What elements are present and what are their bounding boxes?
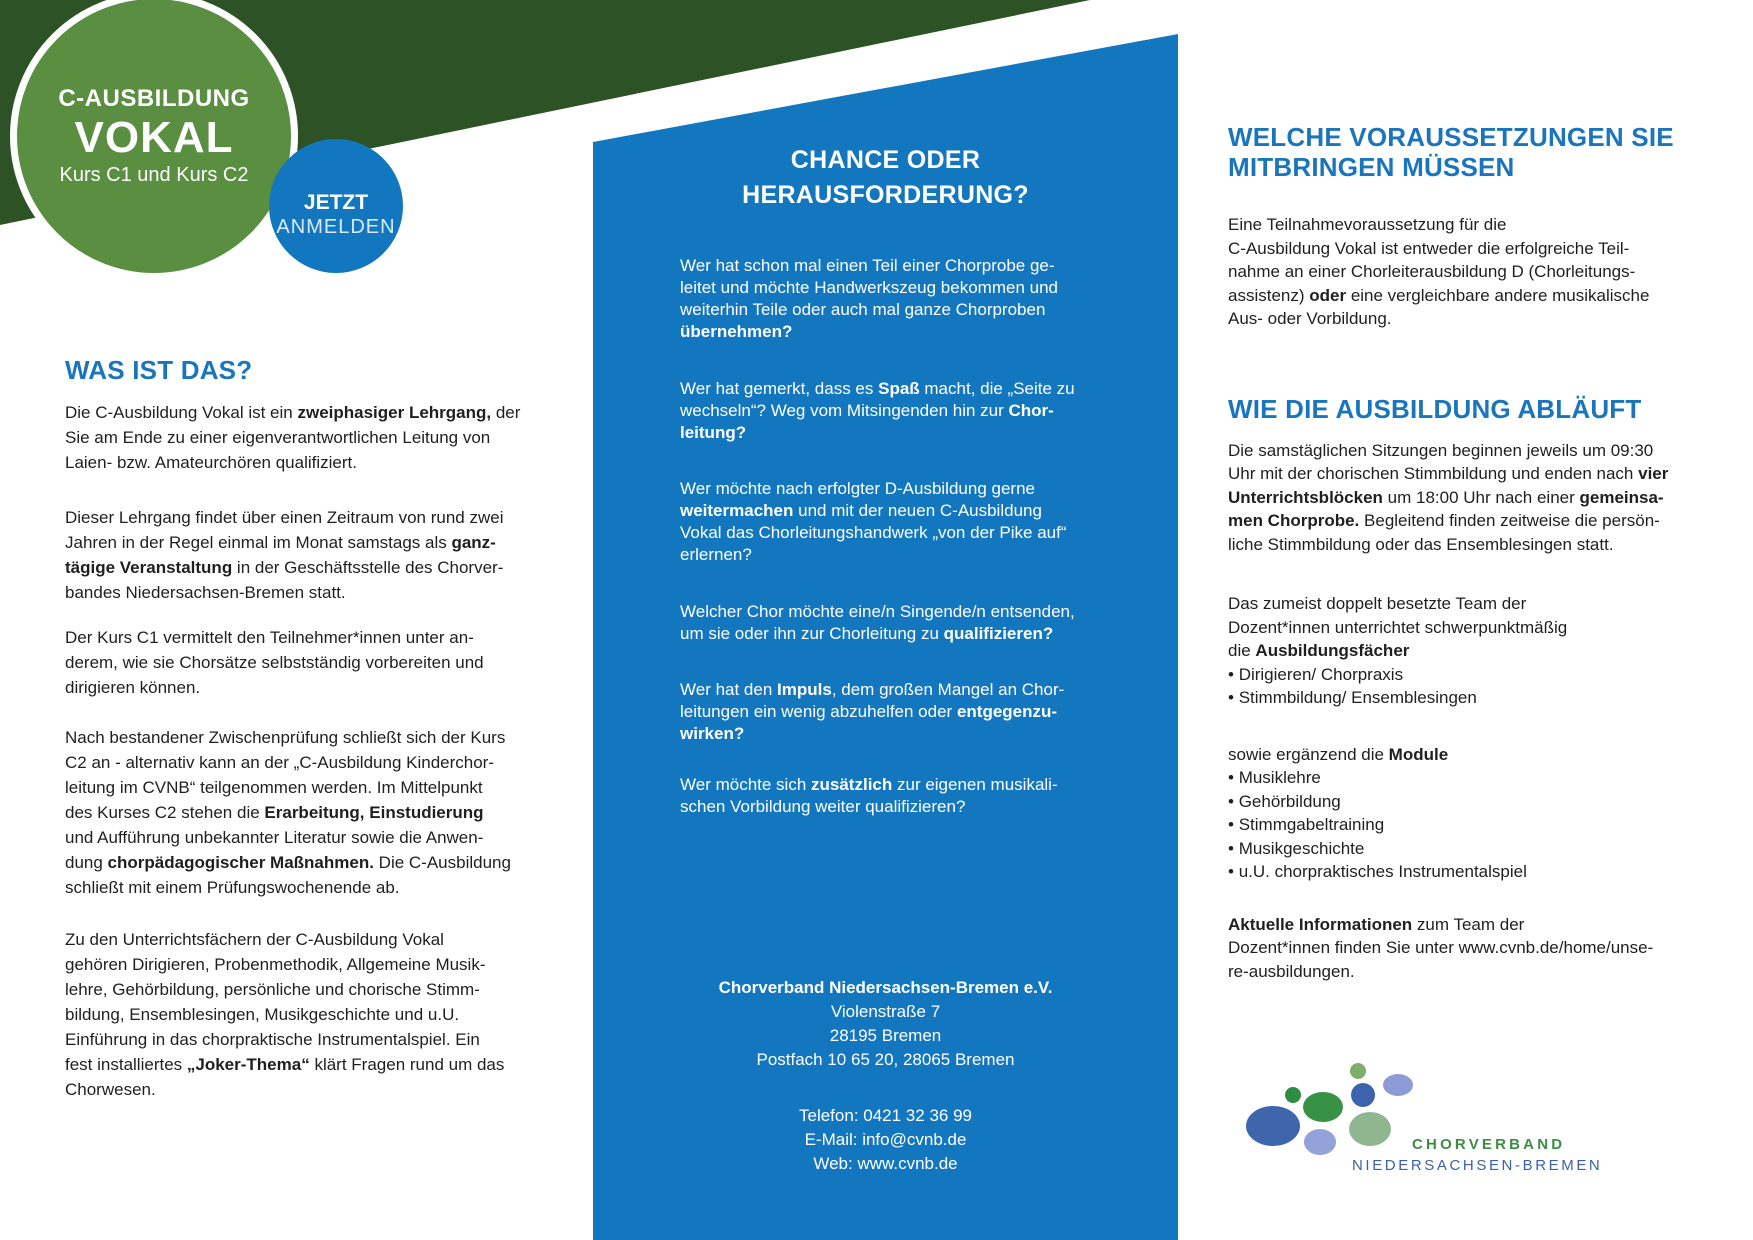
- column-chance-oder-herausforderung: [593, 143, 1178, 1176]
- logo-dot-icon: [1349, 1112, 1391, 1146]
- left-paragraph-4: Nach bestandener Zwischenprüfung schließt sich der Kurs C2 an - alternativ kann an der „C-Ausbildung Kinderchor- leitung im CVNB“ teilgenommen werden. Im Mittelpunkt des Kurses C2 stehen die Erarbeitung, Einstudierung und Aufführung unbekannter Literatur sowie die Anwen- dung chorpädagogischer Maßnahmen. Die C-Ausbildung schließt mit einem Prüfungswochenende ab.: [65, 728, 511, 897]
- logo-dot-icon: [1246, 1106, 1300, 1146]
- column-voraussetzungen: [1228, 122, 1674, 983]
- left-paragraph-2: Dieser Lehrgang findet über einen Zeitraum von rund zwei Jahren in der Regel einmal im Monat samstags als ganz- tägige Veranstaltung in der Geschäftsstelle des Chorver- bandes Niedersachsen-Bremen statt.: [65, 508, 504, 602]
- badge-title: VOKAL: [74, 113, 234, 162]
- address-street: Violenstraße 7: [830, 1002, 941, 1021]
- column-was-ist-das: [65, 355, 520, 1102]
- left-heading: WAS IST DAS?: [65, 355, 253, 385]
- right-heading-2: WIE DIE AUSBILDUNG ABLÄUFT: [1228, 393, 1642, 424]
- right-heading-1-line2: MITBRINGEN MÜSSEN: [1228, 152, 1515, 182]
- logo-text-line2: NIEDERSACHSEN-BREMEN: [1352, 1157, 1603, 1174]
- logo-dot-icon: [1351, 1083, 1375, 1107]
- list-item: • Musikgeschichte: [1228, 837, 1674, 861]
- middle-paragraph-2: Wer hat gemerkt, dass es Spaß macht, die „Seite zu wechseln“? Weg vom Mitsingenden hin zur Chor- leitung?: [680, 379, 1075, 442]
- logo-dot-icon: [1303, 1092, 1343, 1122]
- address-org: Chorverband Niedersachsen-Bremen e.V.: [718, 978, 1053, 997]
- middle-heading: [593, 143, 1178, 213]
- contact-email: E-Mail: info@cvnb.de: [804, 1130, 967, 1149]
- middle-paragraph-4: Welcher Chor möchte eine/n Singende/n entsenden, um sie oder ihn zur Chorleitung zu qualifizieren?: [680, 602, 1075, 643]
- right-paragraph-2: Die samstäglichen Sitzungen beginnen jeweils um 09:30 Uhr mit der chorischen Stimmbildung und enden nach vier Unterrichtsblöcken um 18:00 Uhr nach einer gemeinsa- men Chorprobe. Begleitend finden zeitweise die persön- liche Stimmbildung oder das Ensemblesingen statt.: [1228, 440, 1669, 554]
- list-item: • u.U. chorpraktisches Instrumentalspiel: [1228, 860, 1674, 884]
- logo-dot-icon: [1285, 1087, 1301, 1103]
- ausbildungsfaecher-list: [1228, 663, 1674, 710]
- right-paragraph-4: sowie ergänzend die Module: [1228, 744, 1449, 764]
- middle-paragraph-3: Wer möchte nach erfolgter D-Ausbildung gerne weitermachen und mit der neuen C-Ausbildung Vokal das Chorleitungshandwerk „von der Pike auf“ erlernen?: [680, 479, 1067, 564]
- left-paragraph-3: Der Kurs C1 vermittelt den Teilnehmer*innen unter an- derem, wie sie Chorsätze selbstständig vorbereiten und dirigieren können.: [65, 628, 484, 697]
- right-paragraph-5: Aktuelle Informationen zum Team der Dozent*innen finden Sie unter www.cvnb.de/home/unse- re-ausbildungen.: [1228, 914, 1654, 981]
- cta-line2: ANMELDEN: [276, 216, 396, 238]
- module-list: [1228, 766, 1674, 884]
- badge-kicker: C-AUSBILDUNG: [58, 85, 250, 112]
- logo-dot-icon: [1304, 1129, 1336, 1155]
- logo-text-line1: CHORVERBAND: [1412, 1136, 1566, 1153]
- middle-paragraph-5: Wer hat den Impuls, dem großen Mangel an Chor- leitungen ein wenig abzuhelfen oder entgegenzu- wirken?: [680, 680, 1065, 743]
- list-item: • Musiklehre: [1228, 766, 1674, 790]
- right-heading-1: [1228, 122, 1674, 182]
- left-paragraph-5: Zu den Unterrichtsfächern der C-Ausbildung Vokal gehören Dirigieren, Probenmethodik, Allgemeine Musik- lehre, Gehörbildung, persönliche und chorische Stimm- bildung, Ensemblesingen, Musikgeschichte und u.U. Einführung in das chorpraktische Instrumentalspiel. Ein fest installiertes „Joker-Thema“ klärt Fragen rund um das Chorwesen.: [65, 930, 505, 1099]
- list-item: • Stimmbildung/ Ensemblesingen: [1228, 686, 1674, 710]
- cta-line1: JETZT: [303, 191, 369, 214]
- right-heading-1-line1: WELCHE VORAUSSETZUNGEN SIE: [1228, 122, 1674, 152]
- list-item: • Dirigieren/ Chorpraxis: [1228, 663, 1674, 687]
- address-block: [593, 976, 1178, 1072]
- middle-heading-line2: HERAUSFORDERUNG?: [742, 181, 1029, 209]
- contact-block: [593, 1104, 1178, 1176]
- left-paragraph-1: Die C-Ausbildung Vokal ist ein zweiphasiger Lehrgang, der Sie am Ende zu einer eigenverantwortlichen Leitung von Laien- bzw. Amateurchören qualifiziert.: [65, 403, 521, 472]
- title-badge-circle: [10, 0, 298, 280]
- right-paragraph-3: Das zumeist doppelt besetzte Team der Dozent*innen unterrichtet schwerpunktmäßig die Ausbildungsfächer: [1228, 594, 1568, 660]
- contact-phone: Telefon: 0421 32 36 99: [799, 1106, 972, 1125]
- list-item: • Stimmgabeltraining: [1228, 813, 1674, 837]
- right-paragraph-1: Eine Teilnahmevoraussetzung für die C-Ausbildung Vokal ist entweder die erfolgreiche Teil- nahme an einer Chorleiterausbildung D (Chorleitungs- assistenz) oder eine vergleichbare andere musikalische Aus- oder Vorbildung.: [1228, 215, 1650, 328]
- contact-web: Web: www.cvnb.de: [813, 1154, 958, 1173]
- logo-dot-icon: [1350, 1063, 1366, 1079]
- middle-paragraph-1: Wer hat schon mal einen Teil einer Chorprobe ge- leitet und möchte Handwerkszeug bekommen und weiterhin Teile oder auch mal ganze Chorproben übernehmen?: [680, 256, 1058, 341]
- address-city: 28195 Bremen: [829, 1026, 942, 1045]
- logo-dot-icon: [1383, 1074, 1413, 1096]
- address-postbox: Postfach 10 65 20, 28065 Bremen: [756, 1050, 1015, 1069]
- middle-paragraph-6: Wer möchte sich zusätzlich zur eigenen musikali- schen Vorbildung weiter qualifizieren?: [680, 775, 1058, 816]
- register-now-button[interactable]: [269, 139, 403, 273]
- badge-subtitle: Kurs C1 und Kurs C2: [59, 164, 249, 186]
- middle-heading-line1: CHANCE ODER: [790, 146, 981, 174]
- list-item: • Gehörbildung: [1228, 790, 1674, 814]
